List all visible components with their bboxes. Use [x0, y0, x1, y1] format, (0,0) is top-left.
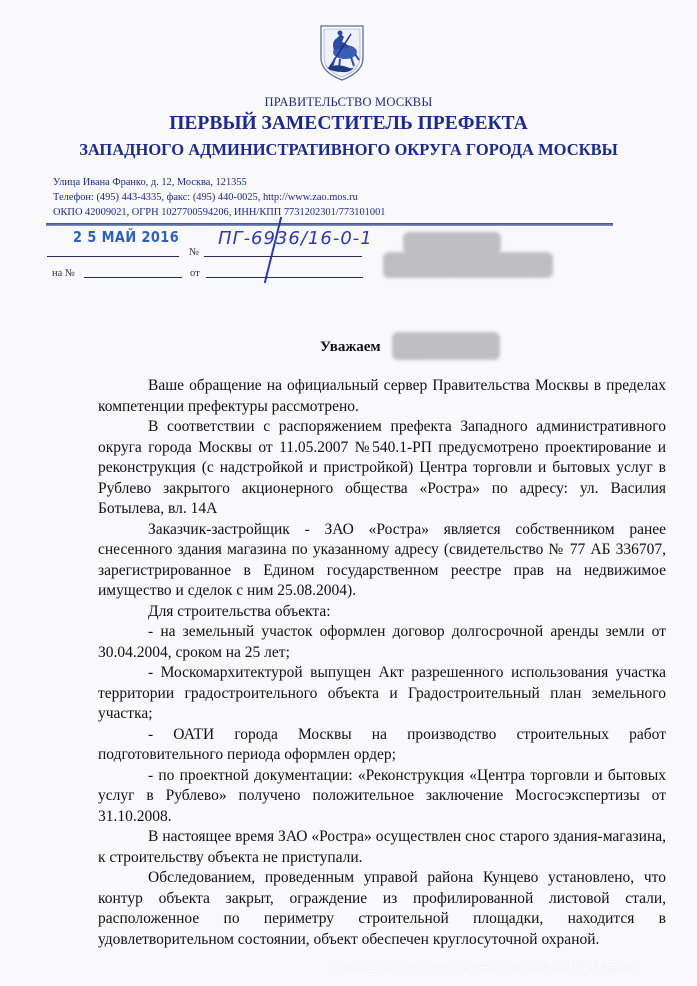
paragraph: Ваше обращение на официальный сервер Правительства Москвы в пределах компетенции префектуры рассмотрено.: [98, 377, 666, 415]
moscow-coat-of-arms-icon: [307, 20, 377, 84]
codes-line: ОКПО 42009021, ОГРН 1027700594206, ИНН/КПП 7731202301/773101001: [53, 207, 386, 218]
redacted-greeting-name: [392, 332, 500, 360]
list-item: - по проектной документации: «Реконструкция «Центра торговли и бытовых услуг в Рублево» получено положительное заключение Мосгосэкспертизы от 31.10.2008.: [98, 766, 666, 825]
letterhead-divider: [46, 223, 613, 226]
list-item: - Москомархитектурой выпущен Акт разрешенного использования участка территории градостроительного объекта и Градостроительный план земельного участка;: [98, 664, 666, 722]
ink-stroke: [264, 217, 282, 283]
list-item: - на земельный участок оформлен договор долгосрочной аренды земли от 30.04.2004, сроком на 25 лет;: [98, 623, 666, 661]
office-subtitle: ЗАПАДНОГО АДМИНИСТРАТИВНОГО ОКРУГА ГОРОДА МОСКВЫ: [79, 140, 618, 159]
list-item: - ОАТИ города Москвы на производство строительных работ подготовительного периода оформлен ордер;: [98, 725, 666, 763]
contacts-line: Телефон: (495) 443-4335, факс: (495) 440-0025, http://www.zao.mos.ru: [53, 192, 358, 203]
government-name: ПРАВИТЕЛЬСТВО МОСКВЫ: [264, 95, 433, 109]
address-line: Улица Ивана Франко, д. 12, Москва, 121355: [53, 177, 247, 188]
letter-body: [98, 376, 666, 950]
handwritten-number: ПГ-6936/16-0-1: [218, 228, 373, 249]
watermark: Сообщество жителей посёлка Рублёво: [328, 960, 637, 976]
paragraph: В настоящее время ЗАО «Ростра» осуществлен снос старого здания-магазина, к строительству объекта не приступали.: [98, 828, 666, 866]
paragraph: Обследованием, проведенным управой района Кунцево установлено, что контур объекта закрыт, ограждение из профилированной листовой стали, расположенное по периметру строительной площадки, находится в удовлетворительном состоянии, объект обеспечен круглосуточной охраной.: [98, 869, 666, 948]
number-label: №: [189, 247, 200, 258]
paragraph: В соответствии с распоряжением префекта Западного административного округа города Москвы от 11.05.2007 №540.1-РП предусмотрено проектирование и реконструкция (с надстройкой и пристройкой) Центра торговли и бытовых услуг в Рублево закрытого акционерного общества «Ростра» по адресу: ул. Василия Ботылева, вл. 14А: [98, 418, 666, 517]
reply-to-underline: [84, 277, 182, 278]
redacted-recipient-address: [383, 252, 553, 278]
from-label: от: [190, 268, 200, 279]
office-title: ПЕРВЫЙ ЗАМЕСТИТЕЛЬ ПРЕФЕКТА: [169, 113, 528, 134]
greeting: Уважаем: [320, 339, 381, 355]
number-underline: [204, 256, 362, 257]
reply-to-label: на №: [52, 268, 75, 279]
redacted-recipient-name: [403, 232, 501, 254]
paragraph: Заказчик-застройщик - ЗАО «Ростра» является собственником ранее снесенного здания магазина по указанному адресу (свидетельство № 77 АБ 336707, зарегистрированное в Едином государственном реестре прав на недвижимое имущество и сделок с ним 25.08.2004).: [98, 520, 666, 599]
date-stamp: 2 5 МАЙ 2016: [73, 228, 180, 246]
paragraph: Для строительства объекта:: [148, 602, 331, 620]
date-underline: [47, 256, 179, 257]
from-underline: [206, 277, 363, 278]
